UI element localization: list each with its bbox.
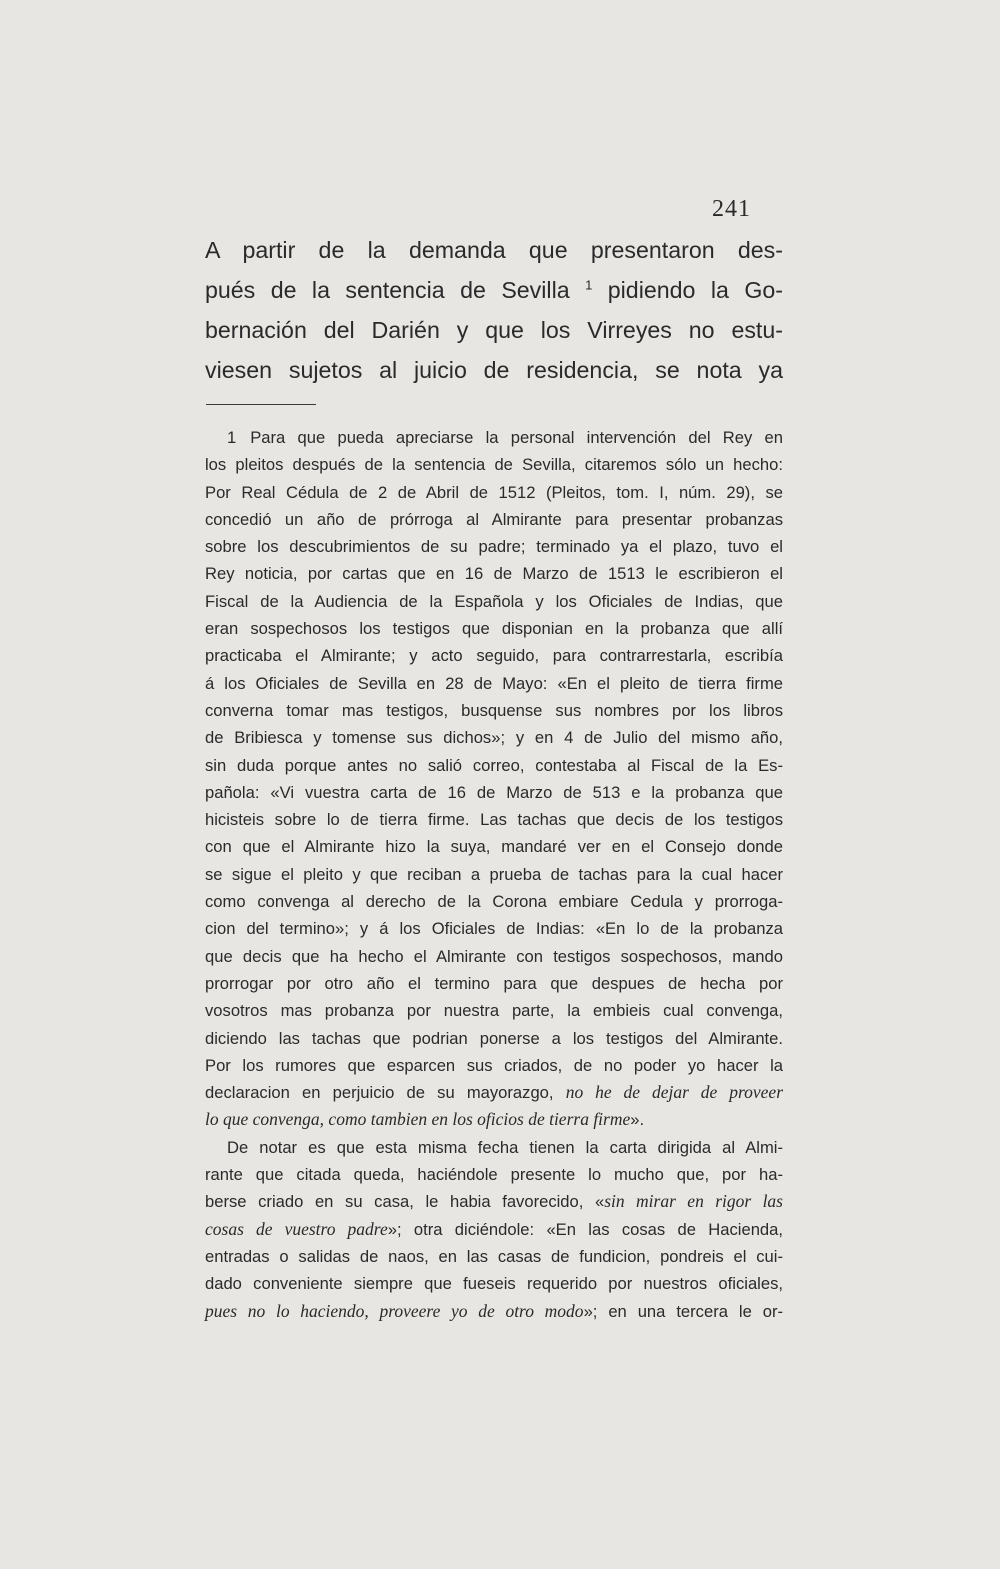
- footnote-line: practicaba el Almirante; y acto seguido, para contrarrestarla, escribía: [205, 646, 783, 666]
- footnote-line: cion del termino»; y á los Oficiales de Indias: «En lo de la probanza: [205, 919, 783, 939]
- main-line: viesen sujetos al juicio de residencia, se nota ya: [205, 357, 783, 383]
- main-line: A partir de la demanda que presentaron des-: [205, 237, 783, 263]
- italic-quote: cosas de vuestro padre: [205, 1218, 388, 1239]
- main-line: bernación del Darién y que los Virreyes no estu-: [205, 317, 783, 343]
- footnote-number: 1: [227, 428, 237, 447]
- footnote-line: Rey noticia, por cartas que en 16 de Marzo de 1513 le escribieron el: [205, 564, 783, 584]
- footnote-line: De notar es que esta misma fecha tienen la carta dirigida al Almi-: [227, 1137, 783, 1157]
- page-number: 241: [712, 196, 751, 222]
- footnote-line: que decis que ha hecho el Almirante con testigos sospechosos, mando: [205, 946, 783, 966]
- footnote-line: berse criado en su casa, le habia favorecido, «sin mirar en rigor las: [205, 1191, 783, 1212]
- footnote-line: sobre los descubrimientos de su padre; terminado ya el plazo, tuvo el: [205, 537, 783, 557]
- footnote-line: de Bribiesca y tomense sus dichos»; y en 4 de Julio del mismo año,: [205, 728, 783, 748]
- footnote-line: como convenga al derecho de la Corona embiare Cedula y prorroga-: [205, 892, 783, 912]
- italic-quote: pues no lo haciendo, proveere yo de otro modo: [205, 1300, 584, 1321]
- footnote-line: diciendo las tachas que podrian ponerse a los testigos del Almirante.: [205, 1028, 783, 1048]
- footnote-line: á los Oficiales de Sevilla en 28 de Mayo: «En el pleito de tierra firme: [205, 673, 783, 693]
- footnote-line: lo que convenga, como tambien en los oficios de tierra firme».: [205, 1109, 645, 1130]
- footnote-line: entradas o salidas de naos, en las casas de fundicion, pondreis el cui-: [205, 1246, 783, 1266]
- italic-quote: lo que convenga, como tambien en los oficios de tierra firme: [205, 1109, 631, 1130]
- footnote-line: Fiscal de la Audiencia de la Española y los Oficiales de Indias, que: [205, 591, 783, 611]
- footnote-block: [205, 424, 783, 1325]
- footnote-line: con que el Almirante hizo la suya, mandaré ver en el Consejo donde: [205, 837, 783, 857]
- italic-quote: sin mirar en rigor las: [604, 1191, 783, 1212]
- footnote-line: los pleitos después de la sentencia de Sevilla, citaremos sólo un hecho:: [205, 455, 783, 475]
- footnote-line: Por los rumores que esparcen sus criados, de no poder yo hacer la: [205, 1055, 783, 1075]
- footnote-line: eran sospechosos los testigos que disponian en la probanza que allí: [205, 619, 783, 639]
- footnote-line: hicisteis sobre lo de tierra firme. Las tachas que decis de los testigos: [205, 810, 783, 830]
- footnote-line: converna tomar mas testigos, busquense sus nombres por los libros: [205, 700, 783, 720]
- footnote-line: se sigue el pleito y que reciban a prueba de tachas para la cual hacer: [205, 864, 783, 884]
- footnote-separator-rule: [206, 404, 316, 405]
- footnote-line: vosotros mas probanza por nuestra parte, la embieis cual convenga,: [205, 1001, 783, 1021]
- footnote-line: prorrogar por otro año el termino para que despues de hecha por: [205, 973, 783, 993]
- footnote-line: 1 Para que pueda apreciarse la personal intervención del Rey en: [227, 428, 783, 447]
- footnote-line: sin duda porque antes no salió correo, contestaba al Fiscal de la Es-: [205, 755, 783, 775]
- main-line: pués de la sentencia de Sevilla $^1$ pidiendo la Go-: [205, 277, 783, 303]
- footnote-line: pañola: «Vi vuestra carta de 16 de Marzo de 513 e la probanza que: [205, 782, 783, 802]
- footnote-line: dado conveniente siempre que fueseis requerido por nuestros oficiales,: [205, 1274, 783, 1294]
- footnote-line: Por Real Cédula de 2 de Abril de 1512 (Pleitos, tom. I, núm. 29), se: [205, 482, 783, 502]
- italic-quote: no he de dejar de proveer: [565, 1082, 783, 1103]
- footnote-reference: 1: [585, 277, 593, 293]
- footnote-line: declaracion en perjuicio de su mayorazgo, no he de dejar de proveer: [205, 1082, 783, 1103]
- footnote-line: rante que citada queda, haciéndole presente lo mucho que, por ha-: [205, 1165, 783, 1185]
- footnote-line: concedió un año de prórroga al Almirante para presentar probanzas: [205, 509, 783, 529]
- footnote-line: cosas de vuestro padre»; otra diciéndole: «En las cosas de Hacienda,: [205, 1218, 784, 1239]
- footnote-line: pues no lo haciendo, proveere yo de otro modo»; en una tercera le or-: [205, 1300, 783, 1321]
- main-paragraph: [205, 230, 783, 390]
